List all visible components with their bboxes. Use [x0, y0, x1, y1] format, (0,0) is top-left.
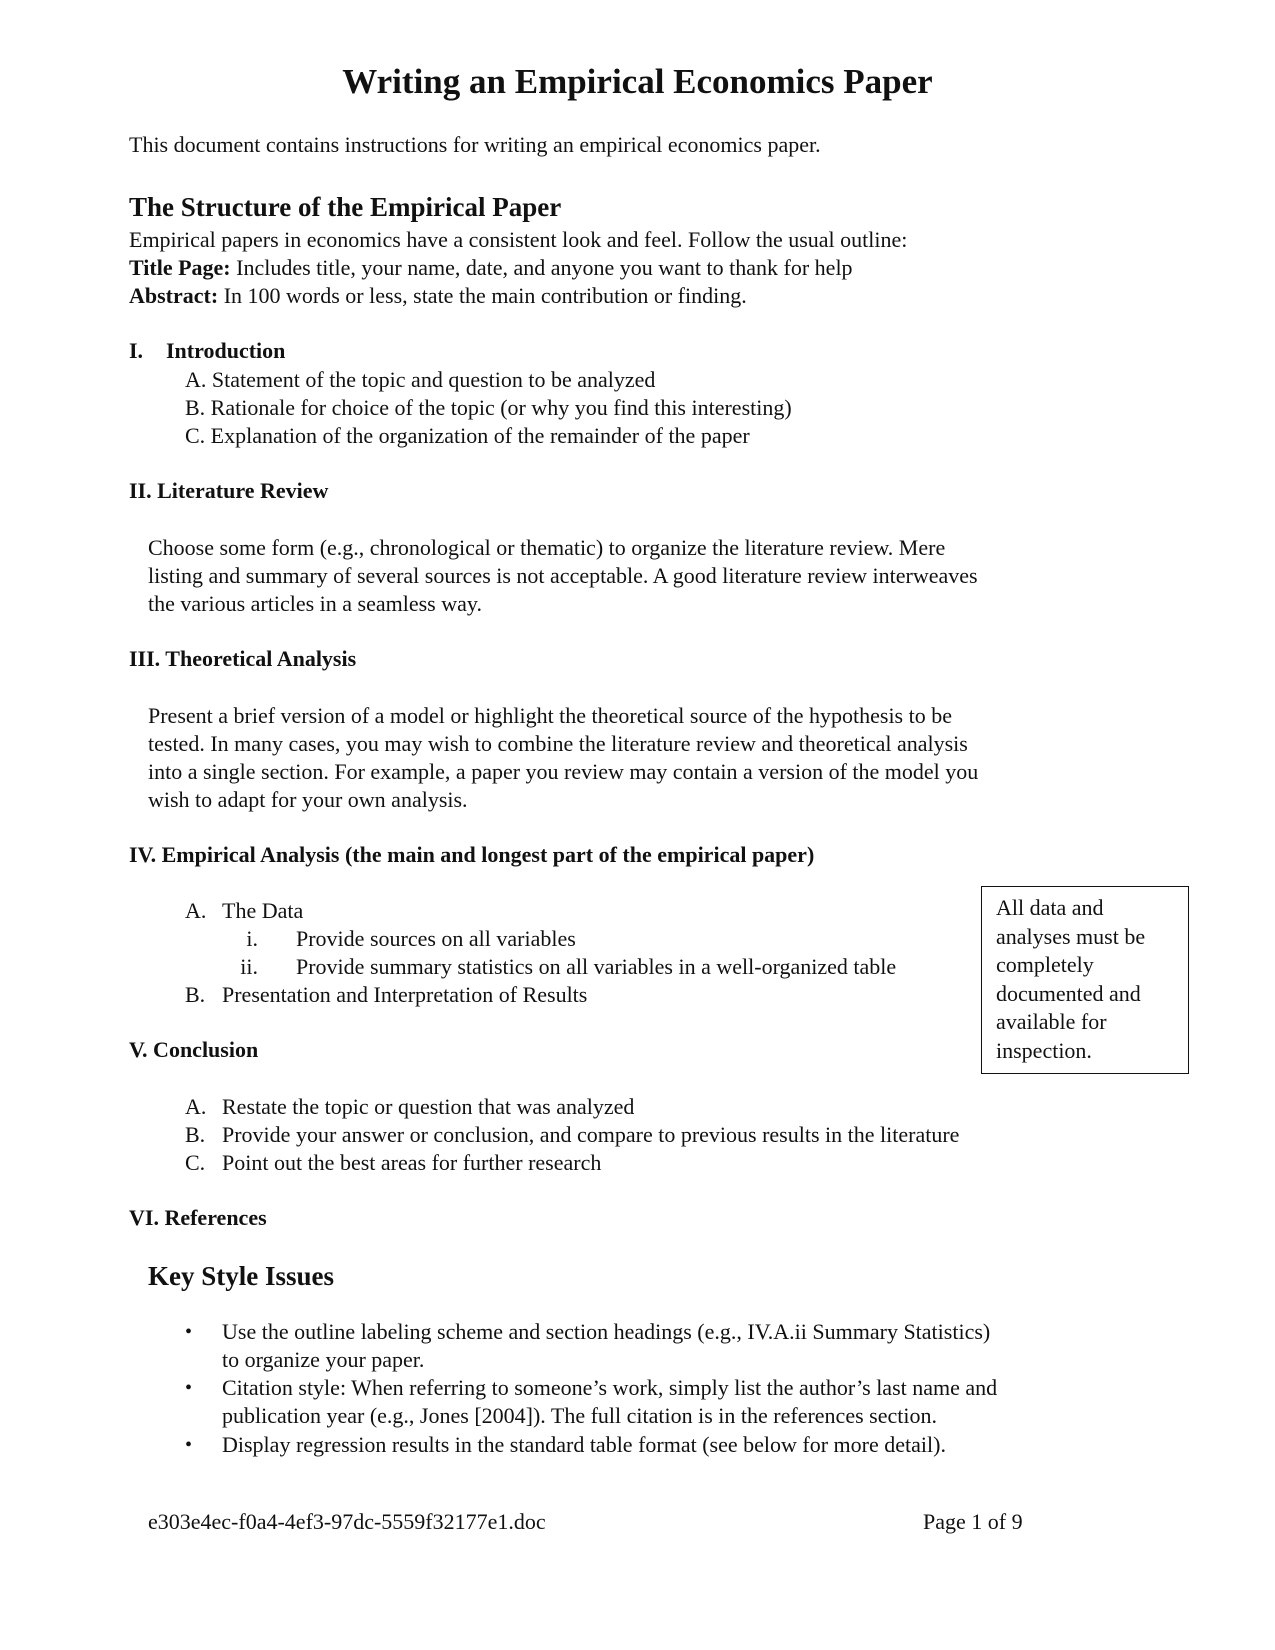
footer-page-number: Page 1 of 9: [923, 1509, 1023, 1534]
abstract-line: [129, 282, 747, 310]
introduction-numeral: I.: [129, 338, 144, 363]
footer-filename: e303e4ec-f0a4-4ef3-97dc-5559f32177e1.doc: [148, 1509, 546, 1534]
bullet-icon-2: •: [185, 1377, 193, 1399]
conclusion-c-letter: C.: [185, 1150, 206, 1175]
style-bullet-1-line-2: to organize your paper.: [222, 1347, 425, 1372]
bullet-icon-1: •: [185, 1321, 193, 1343]
empirical-ii-num: ii.: [240, 954, 258, 979]
theory-line-3: into a single section. For example, a paper you review may contain a version of the model you: [148, 759, 979, 784]
conclusion-b-text: Provide your answer or conclusion, and compare to previous results in the literature: [222, 1122, 960, 1147]
introduction-item-b: B. Rationale for choice of the topic (or why you find this interesting): [185, 395, 792, 420]
empirical-b-letter: B.: [185, 982, 206, 1007]
style-bullet-3-line-1: Display regression results in the standard table format (see below for more detail).: [222, 1432, 946, 1457]
conclusion-heading: V. Conclusion: [129, 1037, 259, 1062]
empirical-heading: IV. Empirical Analysis (the main and longest part of the empirical paper): [129, 842, 815, 867]
bullet-icon-3: •: [185, 1434, 193, 1456]
style-heading: Key Style Issues: [148, 1261, 335, 1291]
literature-line-1: Choose some form (e.g., chronological or thematic) to organize the literature review. Mere: [148, 535, 946, 560]
theory-line-1: Present a brief version of a model or highlight the theoretical source of the hypothesis to be: [148, 703, 952, 728]
empirical-ii-text: Provide summary statistics on all variables in a well-organized table: [296, 954, 897, 979]
conclusion-c-text: Point out the best areas for further research: [222, 1150, 602, 1175]
theory-heading: III. Theoretical Analysis: [129, 646, 357, 671]
introduction-item-a: A. Statement of the topic and question to be analyzed: [185, 367, 656, 392]
abstract-text: In 100 words or less, state the main contribution or finding.: [218, 283, 747, 308]
document-title: Writing an Empirical Economics Paper: [342, 62, 933, 101]
introduction-item-c: C. Explanation of the organization of the remainder of the paper: [185, 423, 750, 448]
conclusion-b-letter: B.: [185, 1122, 206, 1147]
structure-lead: Empirical papers in economics have a consistent look and feel. Follow the usual outline:: [129, 227, 908, 252]
documentation-note-box: All data and analyses must be completely documented and available for inspection.: [981, 886, 1189, 1074]
introduction-heading: Introduction: [166, 338, 286, 363]
empirical-i-text: Provide sources on all variables: [296, 926, 576, 951]
theory-line-4: wish to adapt for your own analysis.: [148, 787, 468, 812]
literature-line-2: listing and summary of several sources is not acceptable. A good literature review interweaves: [148, 563, 978, 588]
intro-text: This document contains instructions for writing an empirical economics paper.: [129, 132, 821, 157]
style-bullet-2-line-2: publication year (e.g., Jones [2004]). The full citation is in the references section.: [222, 1403, 937, 1428]
structure-heading: The Structure of the Empirical Paper: [129, 192, 562, 222]
literature-line-3: the various articles in a seamless way.: [148, 591, 482, 616]
title-page-line: [129, 254, 853, 282]
theory-line-2: tested. In many cases, you may wish to combine the literature review and theoretical analysis: [148, 731, 968, 756]
style-bullet-1-line-1: Use the outline labeling scheme and section headings (e.g., IV.A.ii Summary Statistics): [222, 1319, 991, 1344]
style-bullet-2-line-1: Citation style: When referring to someone’s work, simply list the author’s last name and: [222, 1375, 998, 1400]
abstract-label: Abstract:: [129, 283, 219, 308]
conclusion-a-text: Restate the topic or question that was analyzed: [222, 1094, 635, 1119]
literature-heading: II. Literature Review: [129, 478, 329, 503]
empirical-b-text: Presentation and Interpretation of Results: [222, 982, 588, 1007]
empirical-a-letter: A.: [185, 898, 207, 923]
title-page-text: Includes title, your name, date, and anyone you want to thank for help: [230, 255, 853, 280]
conclusion-a-letter: A.: [185, 1094, 207, 1119]
references-heading: VI. References: [129, 1205, 267, 1230]
empirical-i-num: i.: [246, 926, 258, 951]
title-page-label: Title Page:: [129, 255, 231, 280]
empirical-a-text: The Data: [222, 898, 304, 923]
